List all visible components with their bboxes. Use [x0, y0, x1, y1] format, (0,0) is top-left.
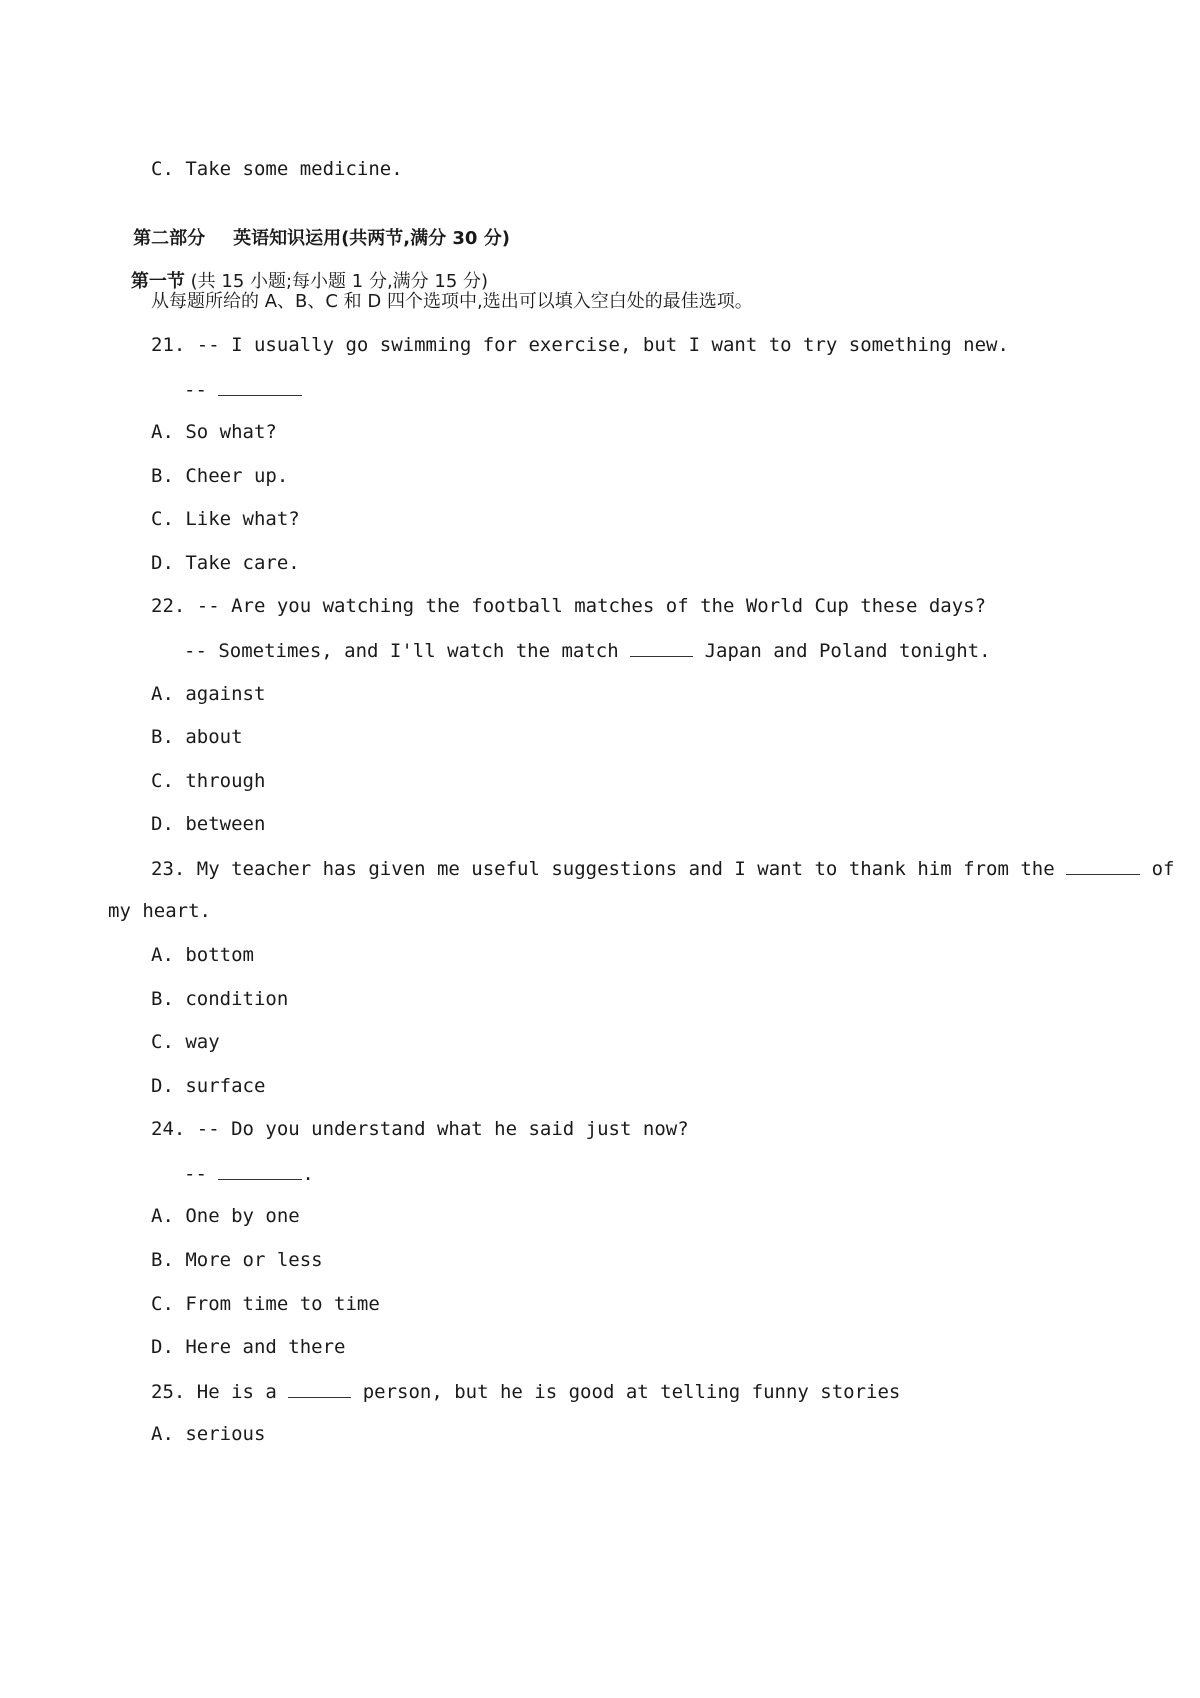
- reply-end: .: [302, 1163, 314, 1185]
- question-24-option-a: A. One by one: [151, 1205, 300, 1227]
- reply-prefix: --: [184, 1163, 219, 1185]
- answer-blank: [288, 1379, 351, 1398]
- question-22-stem: 22. -- Are you watching the football matches of the World Cup these days?: [151, 595, 987, 617]
- question-23-option-d: D. surface: [151, 1075, 266, 1097]
- stem-after: person, but he is good at telling funny stories: [351, 1381, 901, 1403]
- question-22-option-c: C. through: [151, 770, 266, 792]
- reply-after: Japan and Poland tonight.: [693, 640, 991, 662]
- question-21-option-d: D. Take care.: [151, 552, 300, 574]
- reply-before: -- Sometimes, and I'll watch the match: [184, 640, 631, 662]
- answer-blank: [630, 638, 693, 657]
- section1-label: 第一节: [130, 271, 185, 292]
- question-23-stem-cont: my heart.: [108, 900, 211, 922]
- question-25-option-a: A. serious: [151, 1423, 266, 1445]
- question-23-stem: [151, 856, 1174, 881]
- stem-after: of: [1140, 858, 1175, 880]
- answer-blank: [1066, 856, 1140, 875]
- question-24-option-c: C. From time to time: [151, 1293, 380, 1315]
- question-21-option-b: B. Cheer up.: [151, 465, 289, 487]
- question-24-reply: [184, 1161, 314, 1186]
- question-21-reply: [184, 377, 302, 402]
- answer-blank: [218, 1161, 302, 1180]
- question-23-option-a: A. bottom: [151, 944, 254, 966]
- question-22-reply: [184, 638, 991, 663]
- question-22-option-d: D. between: [151, 813, 266, 835]
- question-25-stem: [151, 1379, 900, 1404]
- question-22-option-b: B. about: [151, 726, 243, 748]
- question-24-option-b: B. More or less: [151, 1249, 323, 1271]
- question-22-option-a: A. against: [151, 683, 266, 705]
- question-21-stem: 21. -- I usually go swimming for exercise, but I want to try something new.: [151, 334, 1009, 356]
- question-21-option-c: C. Like what?: [151, 508, 300, 530]
- question-23-option-c: C. way: [151, 1031, 220, 1053]
- part2-title: 英语知识运用(共两节,满分 30 分): [233, 228, 510, 249]
- question-21-option-a: A. So what?: [151, 421, 277, 443]
- part2-label: 第二部分: [133, 228, 206, 249]
- section1-instruction: 从每题所给的 A、B、C 和 D 四个选项中,选出可以填入空白处的最佳选项。: [151, 291, 753, 312]
- question-24-option-d: D. Here and there: [151, 1336, 346, 1358]
- stem-before: 25. He is a: [151, 1381, 289, 1403]
- reply-prefix: --: [184, 379, 219, 401]
- prev-option-c: C. Take some medicine.: [151, 158, 403, 180]
- answer-blank: [218, 377, 302, 396]
- question-23-option-b: B. condition: [151, 988, 289, 1010]
- question-24-stem: 24. -- Do you understand what he said just now?: [151, 1118, 689, 1140]
- stem-before: 23. My teacher has given me useful suggestions and I want to thank him from the: [151, 858, 1067, 880]
- section1-info: (共 15 小题;每小题 1 分,满分 15 分): [190, 271, 489, 292]
